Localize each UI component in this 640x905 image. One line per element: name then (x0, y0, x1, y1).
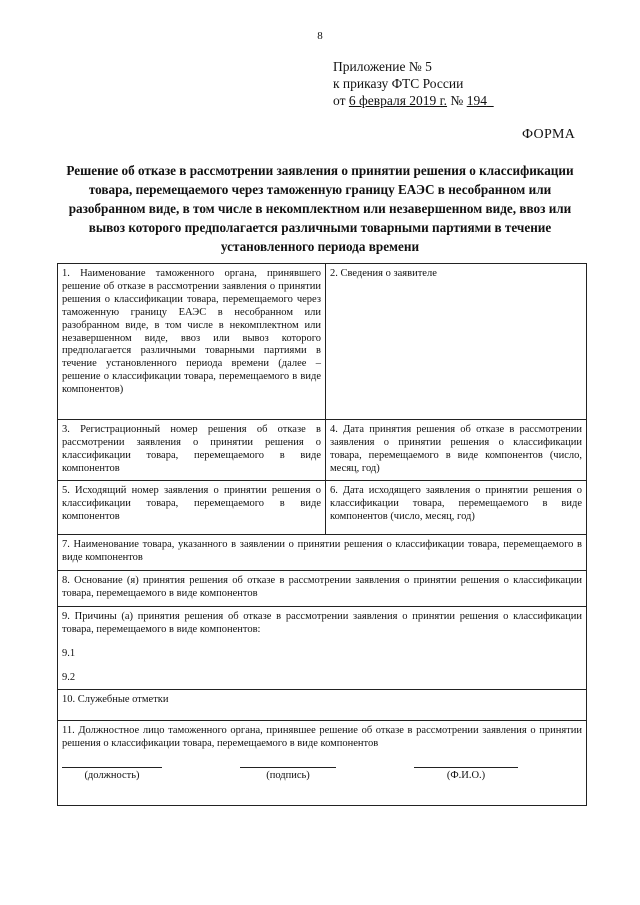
table-row (58, 607, 587, 690)
signature-sign-label: (подпись) (266, 770, 310, 781)
field-reasons (58, 607, 587, 690)
signature-position-label: (должность) (84, 770, 140, 781)
reason-item-1: 9.1 (62, 647, 76, 659)
field-decision-date: 4. Дата принятия решения об отказе в рассмотрении заявления о принятии решения о классификации товара, перемещаемого в виде компонентов (число, месяц, год) (326, 420, 587, 481)
reason-item-2: 9.2 (62, 671, 76, 683)
signature-name (414, 767, 518, 783)
table-row (58, 571, 587, 607)
table-row (58, 721, 587, 806)
appendix-line-3 (333, 92, 494, 109)
field-applicant-info: 2. Сведения о заявителе (326, 264, 587, 420)
field-customs-authority: 1. Наименование таможенного органа, принявшего решение об отказе в рассмотрении заявления о принятии решения о классификации товара, перемещаемого через таможенную границу ЕАЭС в несобранном или разобранном виде, в том числе в некомплектном или незавершенном виде, ввоз или вывоз которого предполагается различными товарными партиями в течение установленного периода времени (далее – решение о классификации товара, перемещаемого в виде компонентов) (58, 264, 326, 420)
field-outgoing-number: 5. Исходящий номер заявления о принятии решения о классификации товара, перемещаемого в виде компонентов (58, 481, 326, 535)
table-row (58, 264, 587, 420)
appendix-number-label: № (447, 93, 467, 108)
field-outgoing-date: 6. Дата исходящего заявления о принятии решения о классификации товара, перемещаемого в виде компонентов (число, месяц, год) (326, 481, 587, 535)
field-official-label: 11. Должностное лицо таможенного органа, принявшее решение об отказе в рассмотрении заявления о принятии решения о классификации товара, перемещаемого в виде компонентов (62, 725, 582, 749)
appendix-line-2: к приказу ФТС России (333, 76, 464, 91)
signature-position (62, 767, 162, 783)
appendix-number: 194 (466, 93, 487, 108)
table-row (58, 420, 587, 481)
field-service-notes: 10. Служебные отметки (58, 690, 587, 721)
appendix-date: 6 февраля 2019 г. (348, 93, 448, 108)
appendix-header (333, 58, 494, 109)
table-row (58, 535, 587, 571)
page-number: 8 (317, 30, 323, 42)
field-goods-name: 7. Наименование товара, указанного в заявлении о принятии решения о классификации товара, перемещаемого в виде компонентов (58, 535, 587, 571)
document-title: Решение об отказе в рассмотрении заявления о принятии решения о классификации товара, перемещаемого через таможенную границу ЕАЭС в несобранном или разобранном виде, в том числе в некомплектном или незавершенном виде, ввоз или вывоз которого предполагается различными товарными партиями в течение установленного периода времени (66, 163, 574, 254)
table-row (58, 690, 587, 721)
appendix-line-1: Приложение № 5 (333, 59, 432, 74)
form-label: ФОРМА (522, 127, 576, 142)
decision-form-table (57, 263, 587, 806)
appendix-date-prefix: от (333, 93, 349, 108)
signature-name-label: (Ф.И.О.) (446, 770, 486, 781)
field-registration-number: 3. Регистрационный номер решения об отказе в рассмотрении заявления о принятии решения о классификации товара, перемещаемого в виде компонентов (58, 420, 326, 481)
field-official (58, 721, 587, 806)
field-reasons-label: 9. Причины (а) принятия решения об отказе в рассмотрении заявления о принятии решения о классификации товара, перемещаемого в виде компонентов: (62, 611, 582, 635)
table-row (58, 481, 587, 535)
field-basis: 8. Основание (я) принятия решения об отказе в рассмотрении заявления о принятии решения о классификации товара, перемещаемого в виде компонентов (58, 571, 587, 607)
signature-sign (240, 767, 336, 783)
